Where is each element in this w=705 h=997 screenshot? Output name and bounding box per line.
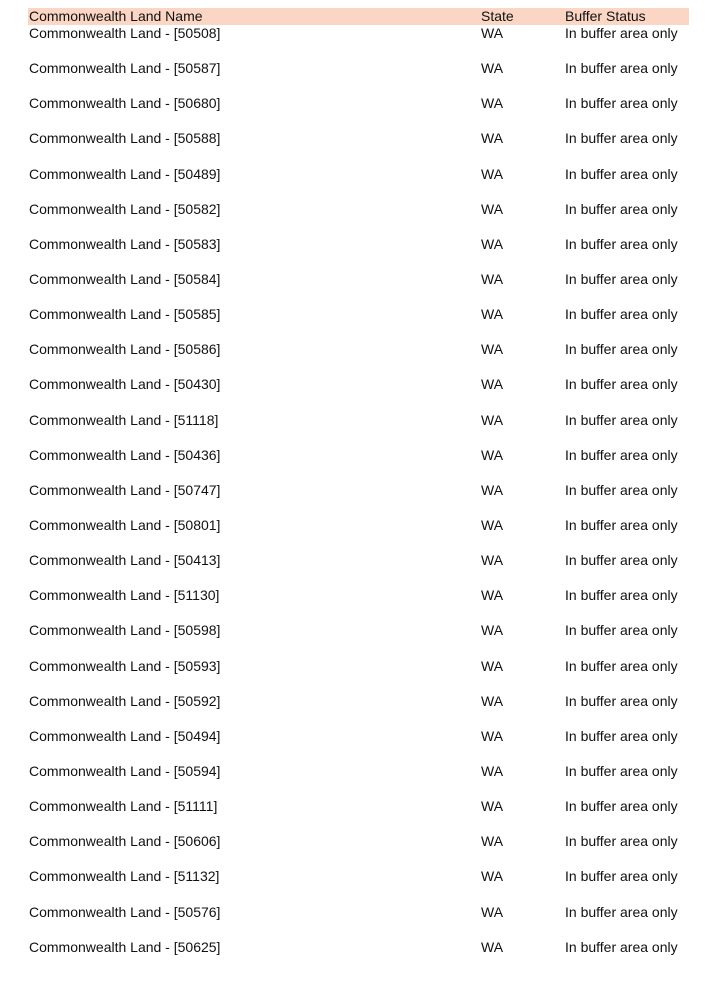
table-row <box>28 904 689 939</box>
cell-state: WA <box>481 341 504 358</box>
cell-state: WA <box>481 657 504 674</box>
cell-state: WA <box>481 903 504 920</box>
cell-land-name: Commonwealth Land - [50489] <box>29 165 221 182</box>
table-header <box>28 8 689 25</box>
cell-land-name: Commonwealth Land - [51132] <box>29 868 220 885</box>
cell-buffer-status: In buffer area only <box>565 798 678 815</box>
cell-land-name: Commonwealth Land - [51111] <box>29 798 218 815</box>
cell-land-name: Commonwealth Land - [50583] <box>29 235 221 252</box>
cell-buffer-status: In buffer area only <box>565 938 678 955</box>
cell-buffer-status: In buffer area only <box>565 411 678 428</box>
cell-land-name: Commonwealth Land - [50582] <box>29 200 221 217</box>
table-row <box>28 376 689 411</box>
cell-buffer-status: In buffer area only <box>565 481 678 498</box>
cell-land-name: Commonwealth Land - [51130] <box>29 587 220 604</box>
cell-state: WA <box>481 60 504 77</box>
cell-state: WA <box>481 692 504 709</box>
cell-land-name: Commonwealth Land - [50586] <box>29 341 221 358</box>
cell-buffer-status: In buffer area only <box>565 200 678 217</box>
table-row <box>28 341 689 376</box>
table-row <box>28 166 689 201</box>
cell-buffer-status: In buffer area only <box>565 516 678 533</box>
cell-land-name: Commonwealth Land - [50494] <box>29 727 221 744</box>
cell-state: WA <box>481 446 504 463</box>
cell-buffer-status: In buffer area only <box>565 165 678 182</box>
cell-land-name: Commonwealth Land - [50587] <box>29 60 221 77</box>
table-row <box>28 130 689 165</box>
table-row <box>28 271 689 306</box>
cell-land-name: Commonwealth Land - [50606] <box>29 833 221 850</box>
commonwealth-land-table <box>28 8 689 974</box>
cell-land-name: Commonwealth Land - [50801] <box>29 516 221 533</box>
cell-buffer-status: In buffer area only <box>565 376 678 393</box>
cell-buffer-status: In buffer area only <box>565 692 678 709</box>
cell-buffer-status: In buffer area only <box>565 306 678 323</box>
cell-buffer-status: In buffer area only <box>565 587 678 604</box>
cell-land-name: Commonwealth Land - [50592] <box>29 692 221 709</box>
table-row <box>28 517 689 552</box>
cell-buffer-status: In buffer area only <box>565 341 678 358</box>
table-row <box>28 236 689 271</box>
cell-land-name: Commonwealth Land - [50430] <box>29 376 221 393</box>
cell-land-name: Commonwealth Land - [50593] <box>29 657 221 674</box>
cell-land-name: Commonwealth Land - [50584] <box>29 270 221 287</box>
cell-land-name: Commonwealth Land - [50413] <box>29 552 221 569</box>
table-row <box>28 833 689 868</box>
cell-state: WA <box>481 833 504 850</box>
cell-state: WA <box>481 270 504 287</box>
table-row <box>28 798 689 833</box>
cell-state: WA <box>481 411 504 428</box>
table-row <box>28 482 689 517</box>
cell-state: WA <box>481 587 504 604</box>
table-row <box>28 201 689 236</box>
table-row <box>28 587 689 622</box>
table-row <box>28 622 689 657</box>
cell-state: WA <box>481 727 504 744</box>
cell-buffer-status: In buffer area only <box>565 622 678 639</box>
cell-buffer-status: In buffer area only <box>565 270 678 287</box>
table-row <box>28 658 689 693</box>
cell-land-name: Commonwealth Land - [50436] <box>29 446 221 463</box>
table-row <box>28 412 689 447</box>
table-row <box>28 60 689 95</box>
cell-state: WA <box>481 130 504 147</box>
cell-land-name: Commonwealth Land - [50625] <box>29 938 221 955</box>
cell-land-name: Commonwealth Land - [50598] <box>29 622 221 639</box>
cell-buffer-status: In buffer area only <box>565 235 678 252</box>
cell-land-name: Commonwealth Land - [50747] <box>29 481 221 498</box>
cell-state: WA <box>481 376 504 393</box>
cell-buffer-status: In buffer area only <box>565 727 678 744</box>
header-land-name: Commonwealth Land Name <box>29 8 203 24</box>
table-row <box>28 306 689 341</box>
cell-land-name: Commonwealth Land - [50680] <box>29 95 221 112</box>
cell-state: WA <box>481 25 504 41</box>
cell-state: WA <box>481 516 504 533</box>
cell-state: WA <box>481 552 504 569</box>
table-row <box>28 728 689 763</box>
table-row <box>28 25 689 60</box>
cell-buffer-status: In buffer area only <box>565 657 678 674</box>
cell-land-name: Commonwealth Land - [51118] <box>29 411 219 428</box>
cell-state: WA <box>481 306 504 323</box>
cell-state: WA <box>481 235 504 252</box>
table-row <box>28 939 689 974</box>
cell-land-name: Commonwealth Land - [50508] <box>29 25 221 41</box>
cell-state: WA <box>481 95 504 112</box>
cell-buffer-status: In buffer area only <box>565 903 678 920</box>
cell-land-name: Commonwealth Land - [50585] <box>29 306 221 323</box>
cell-state: WA <box>481 868 504 885</box>
cell-buffer-status: In buffer area only <box>565 95 678 112</box>
cell-buffer-status: In buffer area only <box>565 130 678 147</box>
cell-state: WA <box>481 200 504 217</box>
cell-buffer-status: In buffer area only <box>565 762 678 779</box>
table-row <box>28 447 689 482</box>
cell-land-name: Commonwealth Land - [50576] <box>29 903 221 920</box>
cell-buffer-status: In buffer area only <box>565 25 678 41</box>
cell-state: WA <box>481 762 504 779</box>
table-row <box>28 552 689 587</box>
cell-state: WA <box>481 481 504 498</box>
table-row <box>28 693 689 728</box>
header-state: State <box>481 8 514 24</box>
cell-state: WA <box>481 165 504 182</box>
cell-state: WA <box>481 622 504 639</box>
cell-buffer-status: In buffer area only <box>565 833 678 850</box>
cell-land-name: Commonwealth Land - [50594] <box>29 762 221 779</box>
cell-buffer-status: In buffer area only <box>565 446 678 463</box>
cell-buffer-status: In buffer area only <box>565 552 678 569</box>
table-row <box>28 868 689 903</box>
table-row <box>28 763 689 798</box>
header-buffer-status: Buffer Status <box>565 8 646 24</box>
cell-state: WA <box>481 938 504 955</box>
table-row <box>28 95 689 130</box>
table-body <box>28 25 689 974</box>
cell-buffer-status: In buffer area only <box>565 60 678 77</box>
cell-state: WA <box>481 798 504 815</box>
cell-buffer-status: In buffer area only <box>565 868 678 885</box>
cell-land-name: Commonwealth Land - [50588] <box>29 130 221 147</box>
